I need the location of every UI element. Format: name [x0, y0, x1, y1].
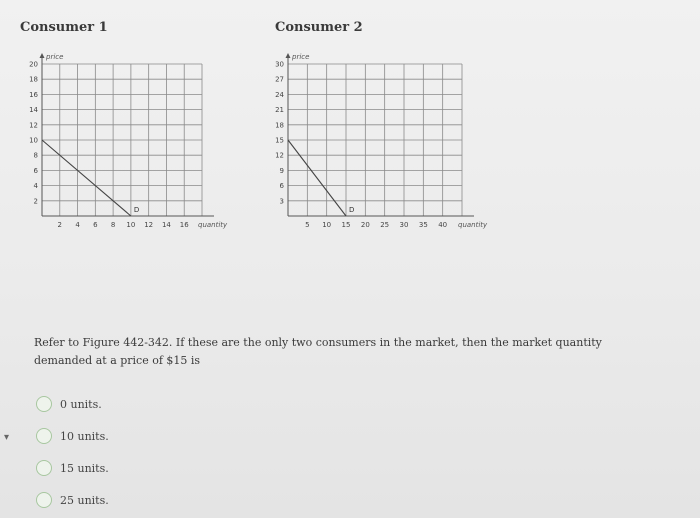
y-tick-label: 6: [279, 182, 284, 191]
option-label: 10 units.: [60, 429, 109, 443]
y-axis-label: price: [292, 53, 310, 61]
consumer1-title: Consumer 1: [20, 20, 108, 35]
y-tick-label: 12: [29, 121, 38, 130]
x-tick-label: 40: [438, 221, 448, 229]
option-10-units[interactable]: [36, 420, 109, 452]
y-tick-label: 12: [275, 151, 284, 160]
x-tick-label: 16: [179, 221, 189, 229]
x-tick-label: 12: [144, 221, 154, 229]
y-tick-label: 24: [275, 90, 284, 99]
y-axis-arrow-icon: [286, 53, 291, 58]
option-label: 0 units.: [60, 397, 102, 411]
x-tick-label: 5: [305, 221, 310, 229]
radio-button[interactable]: [36, 428, 52, 444]
y-tick-label: 30: [275, 60, 284, 69]
x-tick-label: 10: [322, 221, 332, 229]
x-tick-label: 10: [126, 221, 136, 229]
y-tick-label: 9: [279, 166, 284, 175]
demand-curve-label: D: [133, 206, 140, 214]
consumer2-demand-graph: [270, 48, 500, 253]
consumer1-demand-graph: [20, 48, 260, 253]
y-tick-label: 15: [275, 136, 284, 145]
y-tick-label: 18: [275, 121, 284, 130]
question-text: Refer to Figure 442-342. If these are the only two consumers in the market, then the market quantity demanded at a price of $15 is: [34, 336, 602, 367]
y-tick-label: 20: [29, 60, 38, 69]
option-label: 25 units.: [60, 493, 109, 507]
y-tick-label: 18: [29, 75, 38, 84]
y-axis-arrow-icon: [40, 53, 45, 58]
x-tick-label: 20: [360, 221, 370, 229]
demand-curve-line: [42, 140, 131, 216]
x-tick-label: 30: [399, 221, 409, 229]
option-25-units[interactable]: [36, 484, 109, 516]
x-tick-label: 8: [110, 221, 116, 229]
y-tick-label: 2: [33, 197, 38, 206]
x-tick-label: 4: [75, 221, 80, 229]
y-tick-label: 10: [29, 136, 38, 145]
consumer2-title: Consumer 2: [275, 20, 363, 35]
answer-options: [36, 388, 109, 516]
y-tick-label: 3: [279, 197, 284, 206]
option-15-units[interactable]: [36, 452, 109, 484]
y-tick-label: 16: [29, 90, 38, 99]
y-tick-label: 14: [29, 106, 38, 115]
x-axis-label: quantity: [458, 221, 488, 229]
y-tick-label: 4: [33, 182, 38, 191]
x-axis-label: quantity: [198, 221, 228, 229]
demand-curve-label: D: [349, 206, 355, 214]
radio-button[interactable]: [36, 492, 52, 508]
option-0-units[interactable]: [36, 388, 109, 420]
x-tick-label: 6: [93, 221, 98, 229]
x-tick-label: 15: [341, 221, 351, 229]
y-axis-label: price: [46, 53, 64, 61]
y-tick-label: 21: [275, 106, 284, 115]
radio-button[interactable]: [36, 460, 52, 476]
chevron-down-icon: ▾: [4, 432, 10, 443]
demand-curve-line: [288, 140, 346, 216]
x-tick-label: 2: [57, 221, 63, 229]
x-tick-label: 14: [161, 221, 171, 229]
x-tick-label: 25: [380, 221, 390, 229]
radio-button[interactable]: [36, 396, 52, 412]
option-label: 15 units.: [60, 461, 109, 475]
y-tick-label: 6: [33, 166, 38, 175]
y-tick-label: 8: [33, 151, 38, 160]
y-tick-label: 27: [275, 75, 284, 84]
x-tick-label: 35: [418, 221, 428, 229]
